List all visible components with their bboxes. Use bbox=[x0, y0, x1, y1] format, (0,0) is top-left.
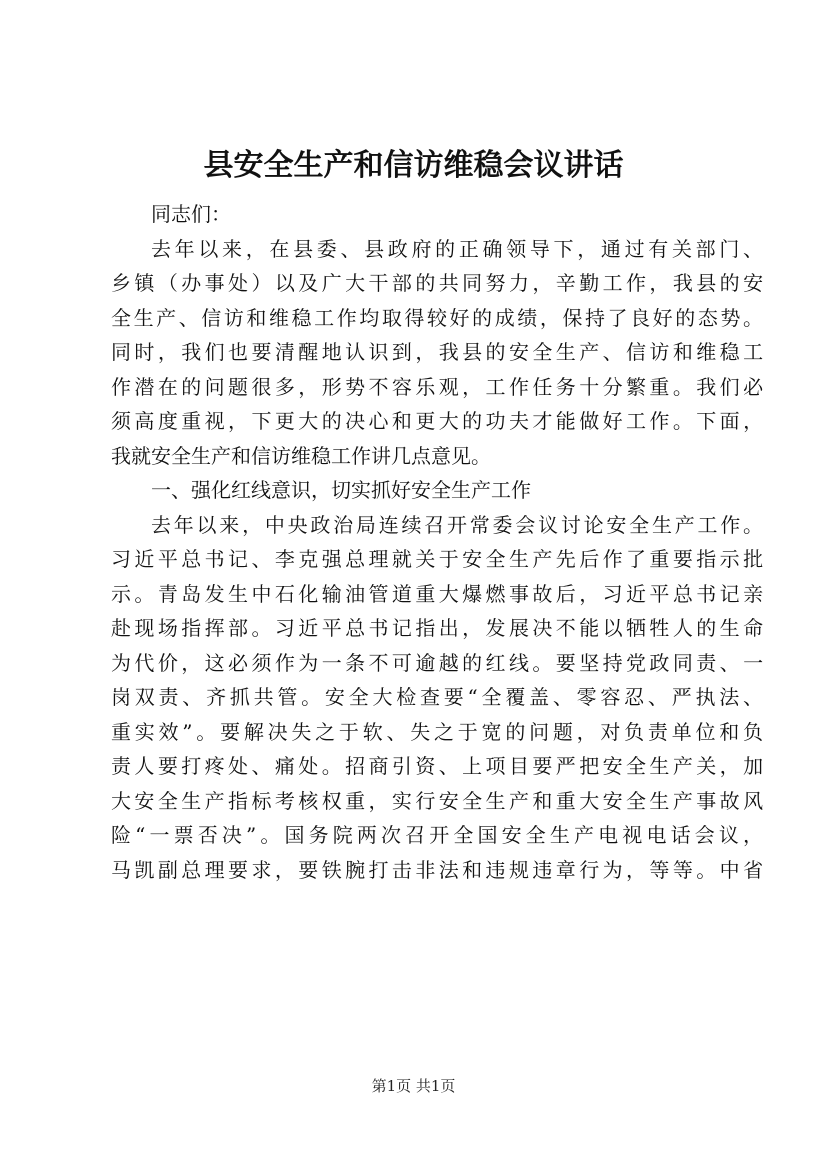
paragraph-line: 同时，我们也要清醒地认识到，我县的安全生产、信访和维稳工 bbox=[111, 340, 767, 364]
paragraph-line: 责人要打疼处、痛处。招商引资、上项目要严把安全生产关，加 bbox=[111, 754, 767, 778]
paragraph-line: 示。青岛发生中石化输油管道重大爆燃事故后，习近平总书记亲 bbox=[111, 581, 767, 606]
paragraph-line: 我就安全生产和信访维稳工作讲几点意见。 bbox=[111, 443, 491, 468]
paragraph-line: 去年以来，在县委、县政府的正确领导下，通过有关部门、 bbox=[151, 236, 767, 261]
paragraph-line: 须高度重视，下更大的决心和更大的功夫才能做好工作。下面， bbox=[111, 409, 767, 433]
salutation: 同志们： bbox=[151, 202, 231, 226]
page-title: 县安全生产和信访维稳会议讲话 bbox=[203, 148, 624, 183]
paragraph-line: 重实效”。要解决失之于软、失之于宽的问题，对负责单位和负 bbox=[111, 719, 767, 744]
paragraph-line: 赴现场指挥部。习近平总书记指出，发展决不能以牺牲人的生命 bbox=[111, 616, 767, 640]
paragraph-line: 马凯副总理要求，要铁腕打击非法和违规违章行为，等等。中省 bbox=[111, 857, 767, 882]
document-body bbox=[111, 197, 768, 887]
page-number-footer: 第1页 共1页 bbox=[371, 1077, 456, 1095]
section-heading: 一、强化红线意识，切实抓好安全生产工作 bbox=[151, 478, 531, 502]
paragraph-line: 去年以来，中央政治局连续召开常委会议讨论安全生产工作。 bbox=[151, 512, 766, 537]
paragraph-line: 习近平总书记、李克强总理就关于安全生产先后作了重要指示批 bbox=[111, 547, 767, 571]
paragraph-line: 岗双责、齐抓共管。安全大检查要“全覆盖、零容忍、严执法、 bbox=[111, 685, 767, 709]
paragraph-line: 全生产、信访和维稳工作均取得较好的成绩，保持了良好的态势。 bbox=[111, 305, 766, 330]
paragraph-line: 乡镇（办事处）以及广大干部的共同努力，辛勤工作，我县的安 bbox=[111, 271, 767, 295]
paragraph-line: 为代价，这必须作为一条不可逾越的红线。要坚持党政同责、一 bbox=[111, 650, 767, 675]
paragraph-line: 作潜在的问题很多，形势不容乐观，工作任务十分繁重。我们必 bbox=[111, 374, 767, 399]
paragraph-line: 大安全生产指标考核权重，实行安全生产和重大安全生产事故风 bbox=[111, 788, 767, 813]
paragraph-line: 险“一票否决”。国务院两次召开全国安全生产电视电话会议， bbox=[111, 823, 768, 847]
